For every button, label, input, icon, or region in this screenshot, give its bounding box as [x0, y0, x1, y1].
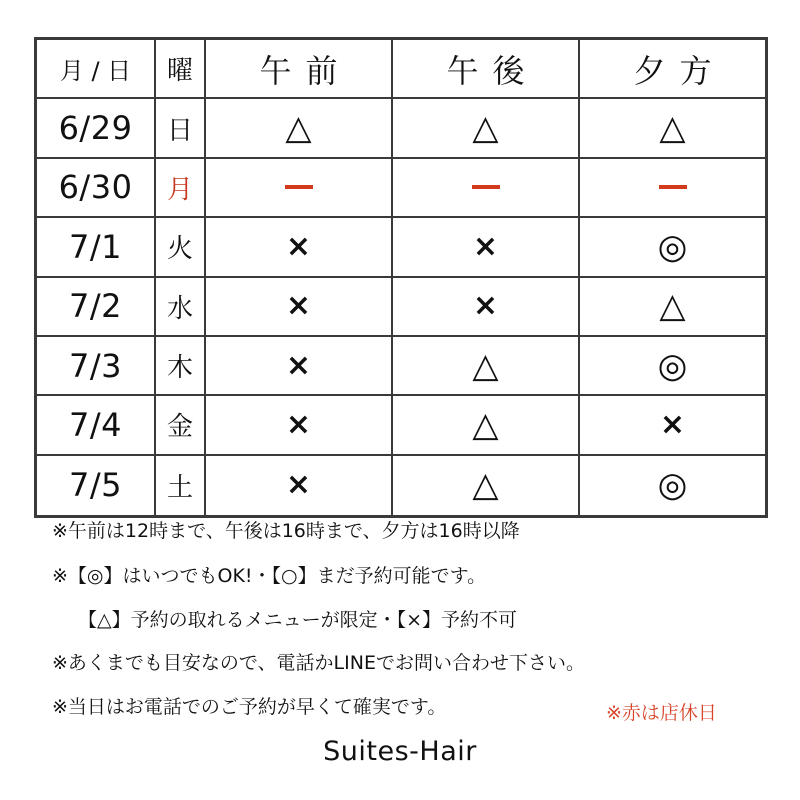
limited-mark: △	[472, 108, 499, 149]
slot-cell-am	[206, 396, 393, 455]
closed-mark	[472, 185, 500, 189]
available-mark: ◎	[657, 345, 688, 386]
limited-mark: △	[659, 108, 686, 149]
weekday-cell: 月	[156, 159, 206, 218]
header-evening: 夕方	[580, 40, 765, 99]
note-legend-1: ※【◎】はいつでもOK!・【○】まだ予約可能です。	[52, 565, 487, 587]
date-cell: 6/29	[37, 99, 156, 158]
limited-mark: △	[659, 286, 686, 327]
closed-day-note: ※赤は店休日	[606, 702, 717, 724]
unavailable-mark: ×	[659, 406, 686, 442]
slot-cell-eve	[580, 278, 765, 337]
unavailable-mark: ×	[285, 228, 312, 264]
slot-cell-eve	[580, 99, 765, 158]
slot-cell-eve	[580, 159, 765, 218]
schedule-table	[34, 37, 768, 518]
date-cell: 7/3	[37, 337, 156, 396]
slot-cell-am	[206, 99, 393, 158]
slot-cell-am	[206, 337, 393, 396]
weekday-cell: 木	[156, 337, 206, 396]
note-contact: ※あくまでも目安なので、電話かLINEでお問い合わせ下さい。	[52, 652, 585, 674]
header-morning: 午前	[206, 40, 393, 99]
unavailable-mark: ×	[472, 288, 499, 324]
slot-cell-am	[206, 456, 393, 515]
header-afternoon: 午後	[393, 40, 580, 99]
limited-mark: △	[472, 404, 499, 445]
unavailable-mark: ×	[472, 228, 499, 264]
limited-mark: △	[472, 465, 499, 506]
slot-cell-pm	[393, 218, 580, 277]
weekday-cell: 日	[156, 99, 206, 158]
slot-cell-pm	[393, 396, 580, 455]
note-same-day: ※当日はお電話でのご予約が早くて確実です。	[52, 696, 447, 718]
slot-cell-pm	[393, 337, 580, 396]
slot-cell-pm	[393, 456, 580, 515]
closed-mark	[285, 185, 313, 189]
weekday-cell: 水	[156, 278, 206, 337]
date-cell: 7/1	[37, 218, 156, 277]
date-cell: 7/2	[37, 278, 156, 337]
brand-name: Suites-Hair	[323, 736, 477, 767]
date-cell: 7/4	[37, 396, 156, 455]
header-date: 月 / 日	[37, 40, 156, 99]
weekday-cell: 火	[156, 218, 206, 277]
unavailable-mark: ×	[285, 288, 312, 324]
unavailable-mark: ×	[285, 406, 312, 442]
slot-cell-am	[206, 218, 393, 277]
limited-mark: △	[285, 108, 312, 149]
available-mark: ◎	[657, 465, 688, 506]
slot-cell-eve	[580, 218, 765, 277]
header-day: 曜	[156, 40, 206, 99]
date-cell: 6/30	[37, 159, 156, 218]
note-legend-2: 【△】予約の取れるメニューが限定・【×】予約不可	[78, 609, 518, 631]
weekday-cell: 金	[156, 396, 206, 455]
date-cell: 7/5	[37, 456, 156, 515]
slot-cell-eve	[580, 456, 765, 515]
slot-cell-eve	[580, 337, 765, 396]
slot-cell-am	[206, 159, 393, 218]
unavailable-mark: ×	[285, 467, 312, 503]
slot-cell-pm	[393, 99, 580, 158]
slot-cell-eve	[580, 396, 765, 455]
slot-cell-pm	[393, 278, 580, 337]
slot-cell-pm	[393, 159, 580, 218]
closed-mark	[659, 185, 687, 189]
note-hours: ※午前は12時まで、午後は16時まで、夕方は16時以降	[52, 520, 520, 542]
available-mark: ◎	[657, 226, 688, 267]
weekday-cell: 土	[156, 456, 206, 515]
limited-mark: △	[472, 345, 499, 386]
slot-cell-am	[206, 278, 393, 337]
unavailable-mark: ×	[285, 347, 312, 383]
